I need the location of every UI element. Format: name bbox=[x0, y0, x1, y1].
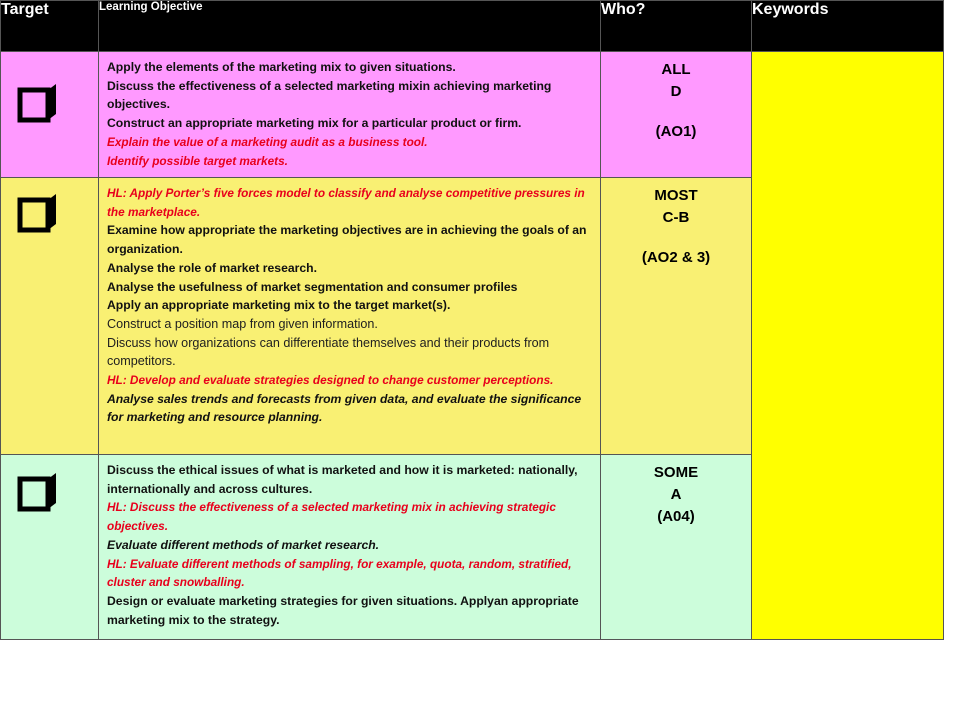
objective-line: HL: Apply Porter’s five forces model to classify and analyse competitive pressures in the marketplace. bbox=[107, 186, 585, 219]
who-cell-all bbox=[601, 52, 752, 178]
objective-line: HL: Evaluate different methods of sampling, for example, quota, random, stratified, cluster and snowballing. bbox=[107, 556, 572, 590]
target-cell-all bbox=[1, 52, 99, 178]
checkbox-icon[interactable] bbox=[17, 471, 63, 517]
objective-line: Construct an appropriate marketing mix for a particular product or firm. bbox=[107, 116, 522, 131]
objective-line: Discuss the effectiveness of a selected marketing mixin achieving marketing objectives. bbox=[107, 78, 552, 112]
objective-line: Design or evaluate marketing strategies for given situations. Applyan appropriate marketing mix to the strategy. bbox=[107, 593, 579, 627]
who-cell-most bbox=[601, 178, 752, 455]
objective-line: Analyse the usefulness of market segmentation and consumer profiles bbox=[107, 279, 518, 294]
who-grade: A bbox=[670, 486, 682, 503]
who-assessment-objective: (AO2 & 3) bbox=[641, 249, 711, 266]
objective-line: HL: Discuss the effectiveness of a selected marketing mix in achieving strategic objectives. bbox=[107, 500, 556, 534]
who-level: MOST bbox=[654, 187, 698, 204]
objective-row-all bbox=[1, 52, 944, 178]
who-level: SOME bbox=[653, 464, 699, 481]
who-assessment-objective: (A04) bbox=[657, 508, 695, 525]
objective-line: Identify possible target markets. bbox=[107, 153, 288, 168]
checkbox-icon[interactable] bbox=[17, 192, 63, 238]
who-level: ALL bbox=[661, 61, 691, 78]
target-cell-some bbox=[1, 455, 99, 640]
header-target: Target bbox=[1, 1, 99, 52]
header-row bbox=[1, 1, 944, 52]
keywords-cell[interactable] bbox=[752, 52, 944, 640]
header-learning-objective: Learning Objective bbox=[99, 1, 601, 52]
objective-cell-most bbox=[99, 178, 601, 455]
objective-cell-some bbox=[99, 455, 601, 640]
objective-line: Explain the value of a marketing audit as a business tool. bbox=[107, 134, 428, 149]
objective-line: Apply an appropriate marketing mix to the target market(s). bbox=[107, 298, 451, 313]
objective-cell-all bbox=[99, 52, 601, 178]
target-cell-most bbox=[1, 178, 99, 455]
who-grade: C-B bbox=[662, 209, 690, 226]
who-grade: D bbox=[670, 83, 682, 100]
objective-line: Evaluate different methods of market research. bbox=[107, 537, 380, 552]
objective-line: Construct a position map from given information. bbox=[107, 316, 378, 331]
checkbox-icon[interactable] bbox=[17, 82, 63, 128]
objective-line: Discuss the ethical issues of what is marketed and how it is marketed: nationally, internationally and across cultures. bbox=[107, 463, 578, 496]
who-assessment-objective: (AO1) bbox=[655, 123, 697, 140]
header-who: Who? bbox=[601, 1, 752, 52]
objective-line: Discuss how organizations can differentiate themselves and their products from competitors. bbox=[107, 335, 550, 369]
objective-line: Examine how appropriate the marketing objectives are in achieving the goals of an organization. bbox=[107, 223, 587, 257]
header-keywords: Keywords bbox=[752, 1, 944, 52]
objective-line: HL: Develop and evaluate strategies designed to change customer perceptions. bbox=[107, 373, 554, 388]
objective-line: Analyse sales trends and forecasts from given data, and evaluate the significance for marketing and resource planning. bbox=[107, 391, 582, 425]
objective-line: Analyse the role of market research. bbox=[107, 260, 317, 275]
objective-line: Apply the elements of the marketing mix to given situations. bbox=[107, 60, 456, 74]
who-cell-some bbox=[601, 455, 752, 640]
